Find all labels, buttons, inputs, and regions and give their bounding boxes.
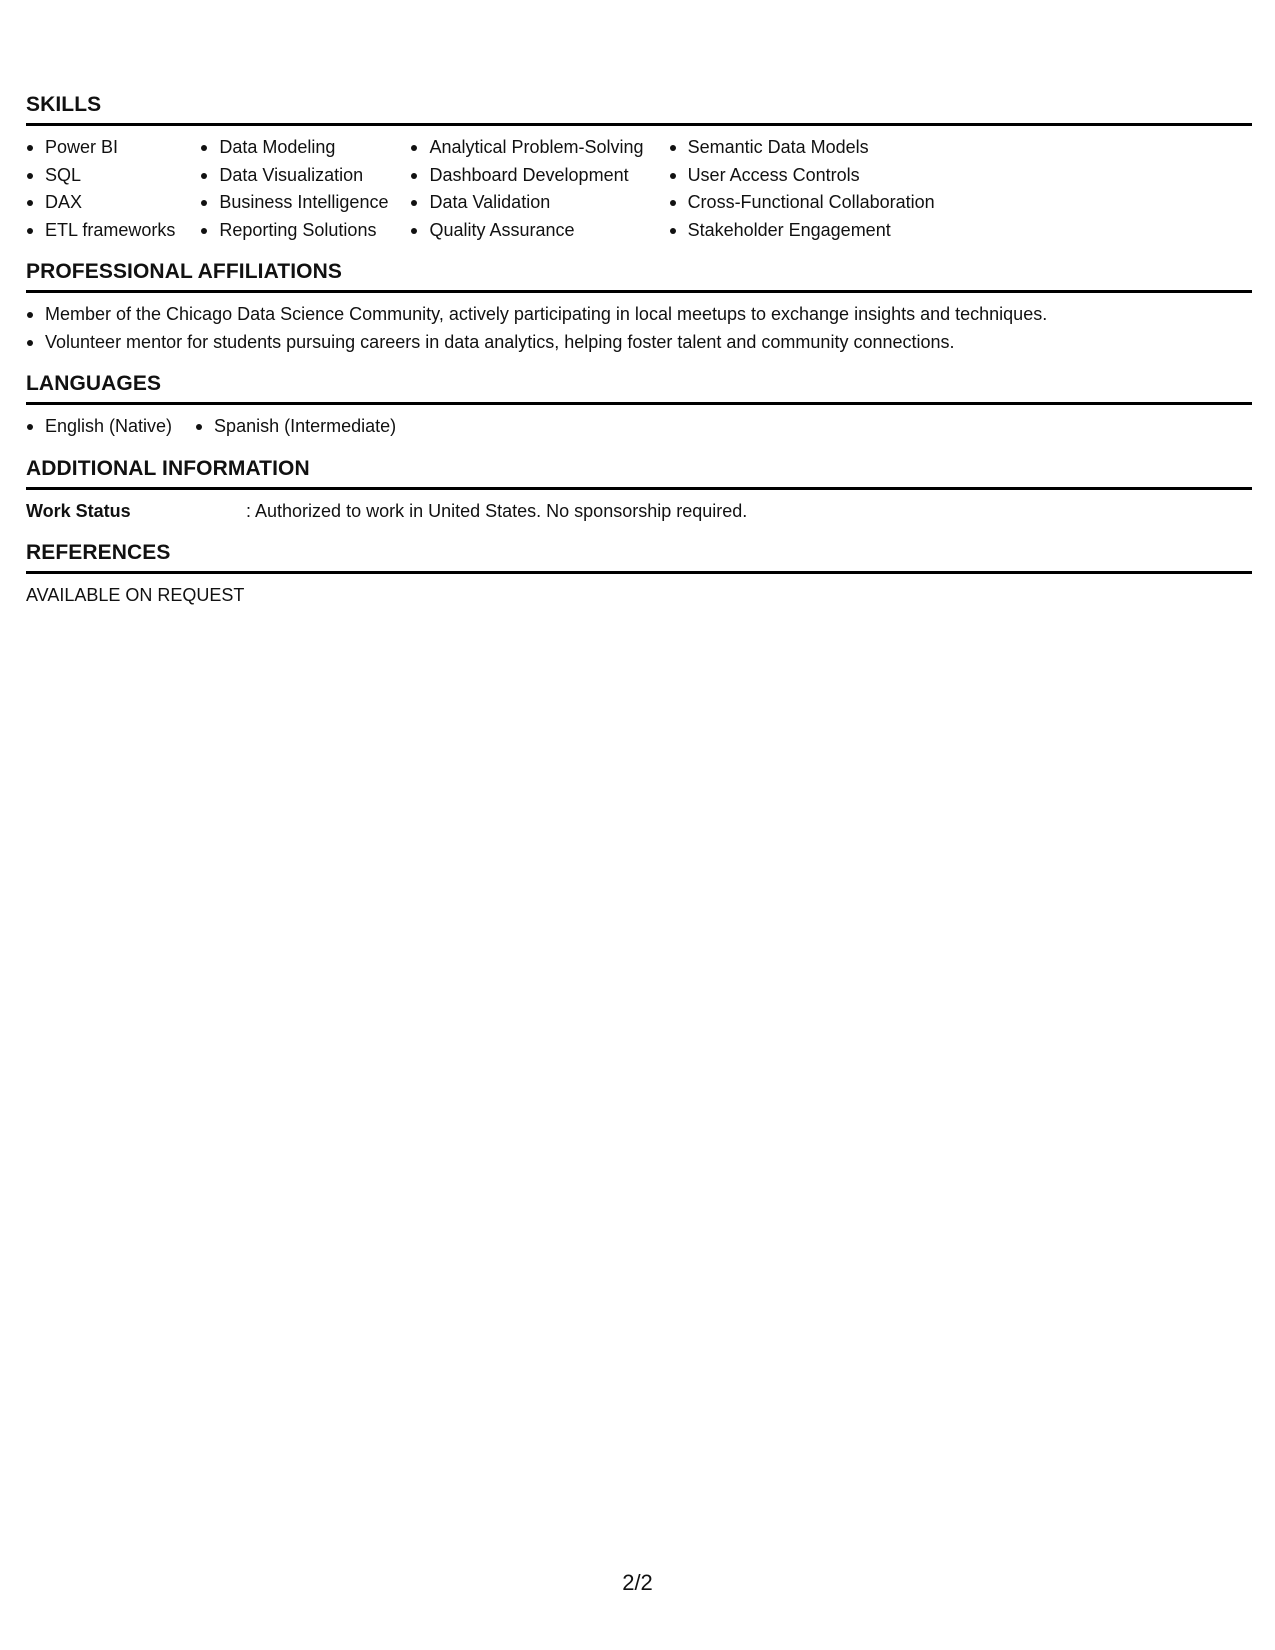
work-status-value: : Authorized to work in United States. No sponsorship required. bbox=[246, 500, 748, 521]
skill-item: Business Intelligence bbox=[200, 189, 388, 217]
section-title-languages: LANGUAGES bbox=[26, 371, 1252, 405]
skill-item: Power BI bbox=[26, 134, 175, 162]
skills-column bbox=[200, 134, 388, 244]
skill-item: Dashboard Development bbox=[410, 162, 643, 190]
references-text: AVAILABLE ON REQUEST bbox=[26, 584, 245, 605]
page-number: 2/2 bbox=[622, 1570, 653, 1595]
skill-item: SQL bbox=[26, 162, 175, 190]
section-title-additional-info: ADDITIONAL INFORMATION bbox=[26, 456, 1252, 490]
languages-list bbox=[26, 413, 1252, 441]
skills-column bbox=[410, 134, 643, 244]
skills-grid bbox=[26, 134, 1252, 244]
skill-item: Reporting Solutions bbox=[200, 217, 388, 245]
skill-item: Cross-Functional Collaboration bbox=[669, 189, 935, 217]
section-title-affiliations: PROFESSIONAL AFFILIATIONS bbox=[26, 259, 1252, 293]
skill-item: Quality Assurance bbox=[410, 217, 643, 245]
skills-column bbox=[26, 134, 175, 244]
affiliations-list bbox=[26, 301, 1252, 356]
languages-section bbox=[26, 371, 1252, 441]
skill-item: ETL frameworks bbox=[26, 217, 175, 245]
language-item: English (Native) bbox=[26, 413, 172, 441]
skills-section bbox=[26, 92, 1252, 244]
skills-column bbox=[669, 134, 935, 244]
affiliation-item: Member of the Chicago Data Science Community, actively participating in local meetups to exchange insights and techniques. bbox=[26, 301, 1252, 329]
skill-item: Analytical Problem-Solving bbox=[410, 134, 643, 162]
resume-page bbox=[26, 92, 1252, 624]
affiliations-section bbox=[26, 259, 1252, 356]
skill-item: Data Visualization bbox=[200, 162, 388, 190]
skill-item: Semantic Data Models bbox=[669, 134, 935, 162]
skill-item: Data Modeling bbox=[200, 134, 388, 162]
additional-info-section bbox=[26, 456, 1252, 525]
language-item: Spanish (Intermediate) bbox=[195, 413, 396, 441]
work-status-row bbox=[26, 498, 1252, 525]
skill-item: DAX bbox=[26, 189, 175, 217]
section-title-references: REFERENCES bbox=[26, 540, 1252, 574]
skill-item: Data Validation bbox=[410, 189, 643, 217]
references-section bbox=[26, 540, 1252, 609]
skill-item: Stakeholder Engagement bbox=[669, 217, 935, 245]
skill-item: User Access Controls bbox=[669, 162, 935, 190]
work-status-label: Work Status bbox=[26, 500, 131, 521]
affiliation-item: Volunteer mentor for students pursuing careers in data analytics, helping foster talent and community connections. bbox=[26, 329, 1252, 357]
section-title-skills: SKILLS bbox=[26, 92, 1252, 126]
